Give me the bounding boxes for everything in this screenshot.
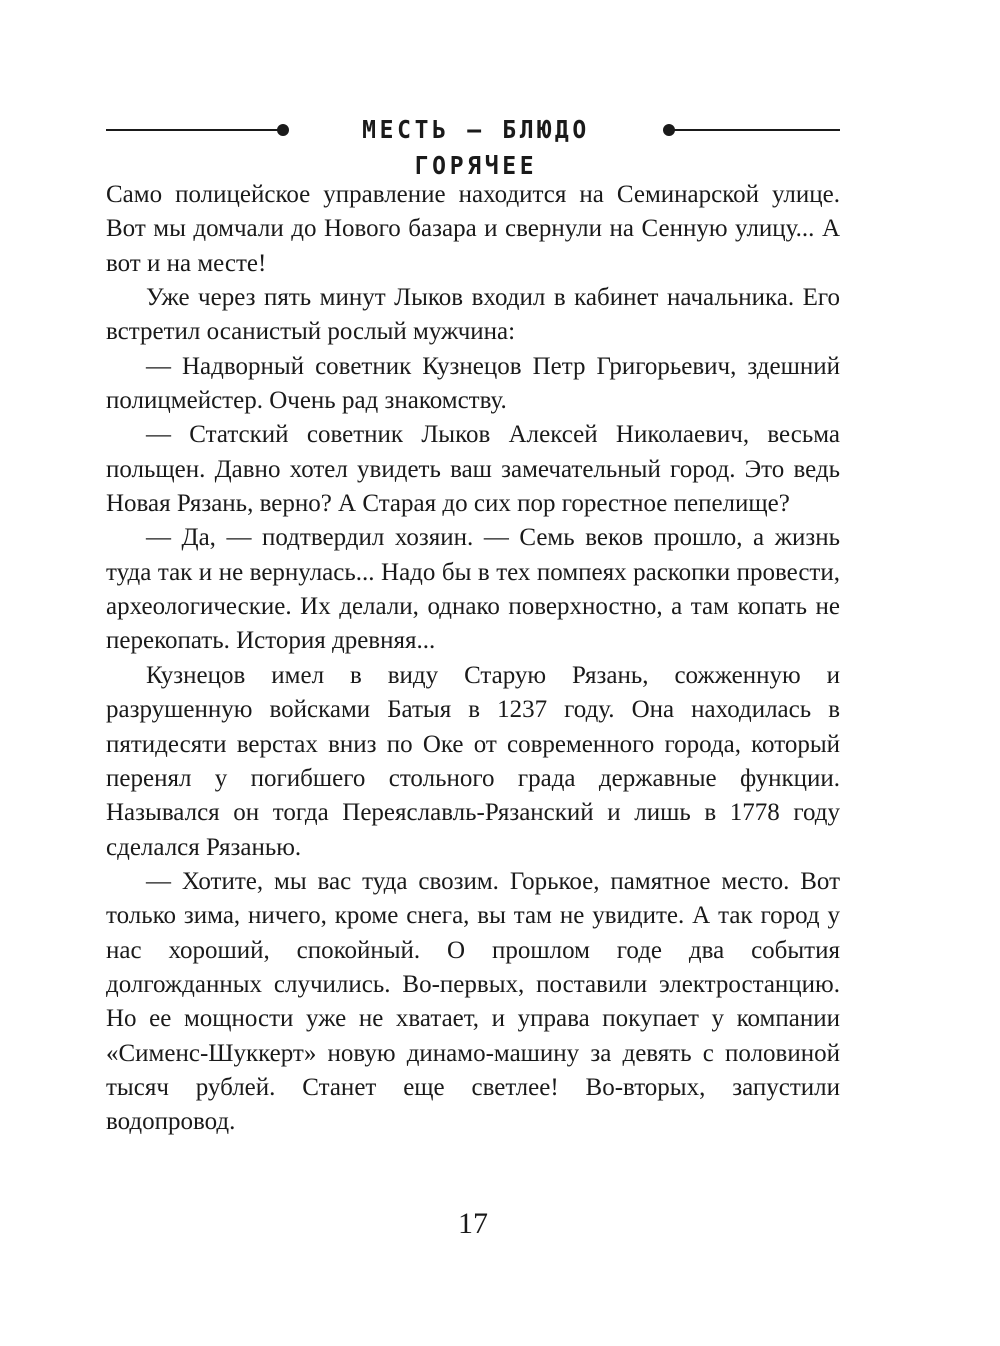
paragraph-4: — Статский советник Лыков Алексей Николаевич, весьма польщен. Давно хотел увидеть ваш замечательный город. Это ведь Новая Рязань, верно? А Старая до сих пор горестное пепелище? bbox=[106, 421, 840, 518]
running-header bbox=[106, 108, 840, 180]
page-number: 17 bbox=[458, 1207, 488, 1240]
paragraph-1: Само полицейское управление находится на Семинарской улице. Вот мы домчали до Нового базара и свернули на Сенную улицу... А вот и на месте! bbox=[106, 181, 840, 277]
body-text bbox=[106, 178, 840, 1140]
paragraph-6: Кузнецов имел в виду Старую Рязань, сожженную и разрушенную войсками Батыя в 1237 году. Она находилась в пятидесяти верстах вниз по Оке от современного города, который перенял у погибшего стольного града державные функции. Назывался он тогда Переяславль-Рязанский и лишь в 1778 году сделался Рязанью. bbox=[106, 661, 840, 861]
paragraph-5: — Да, — подтвердил хозяин. — Семь веков прошло, а жизнь туда так и не вернулась... Надо бы в тех помпеях раскопки провести, археологические. Их делали, однако поверхностно, а там копать не перекопать. История древняя... bbox=[106, 524, 840, 655]
running-title: МЕСТЬ – БЛЮДО ГОРЯЧЕЕ bbox=[362, 115, 590, 180]
header-rule-right bbox=[672, 129, 840, 131]
paragraph-2: Уже через пять минут Лыков входил в кабинет начальника. Его встретил осанистый рослый мужчина: bbox=[106, 284, 840, 346]
header-rule-left bbox=[106, 129, 278, 131]
paragraph-3: — Надворный советник Кузнецов Петр Григорьевич, здешний полицмейстер. Очень рад знакомству. bbox=[106, 352, 840, 415]
header-bullet-left bbox=[277, 124, 289, 136]
paragraph-7: — Хотите, мы вас туда свозим. Горькое, памятное место. Вот только зима, ничего, кроме снега, вы там не увидите. А так город у нас хороший, спокойный. О прошлом годе два события долгожданных случились. Во-первых, поставили электростанцию. Но ее мощности уже не хватает, и управа покупает у компании «Сименс-Шуккерт» новую динамо-машину за девять с половиной тысяч рублей. Станет еще светлее! Во-вторых, запустили водопровод. bbox=[106, 867, 840, 1136]
